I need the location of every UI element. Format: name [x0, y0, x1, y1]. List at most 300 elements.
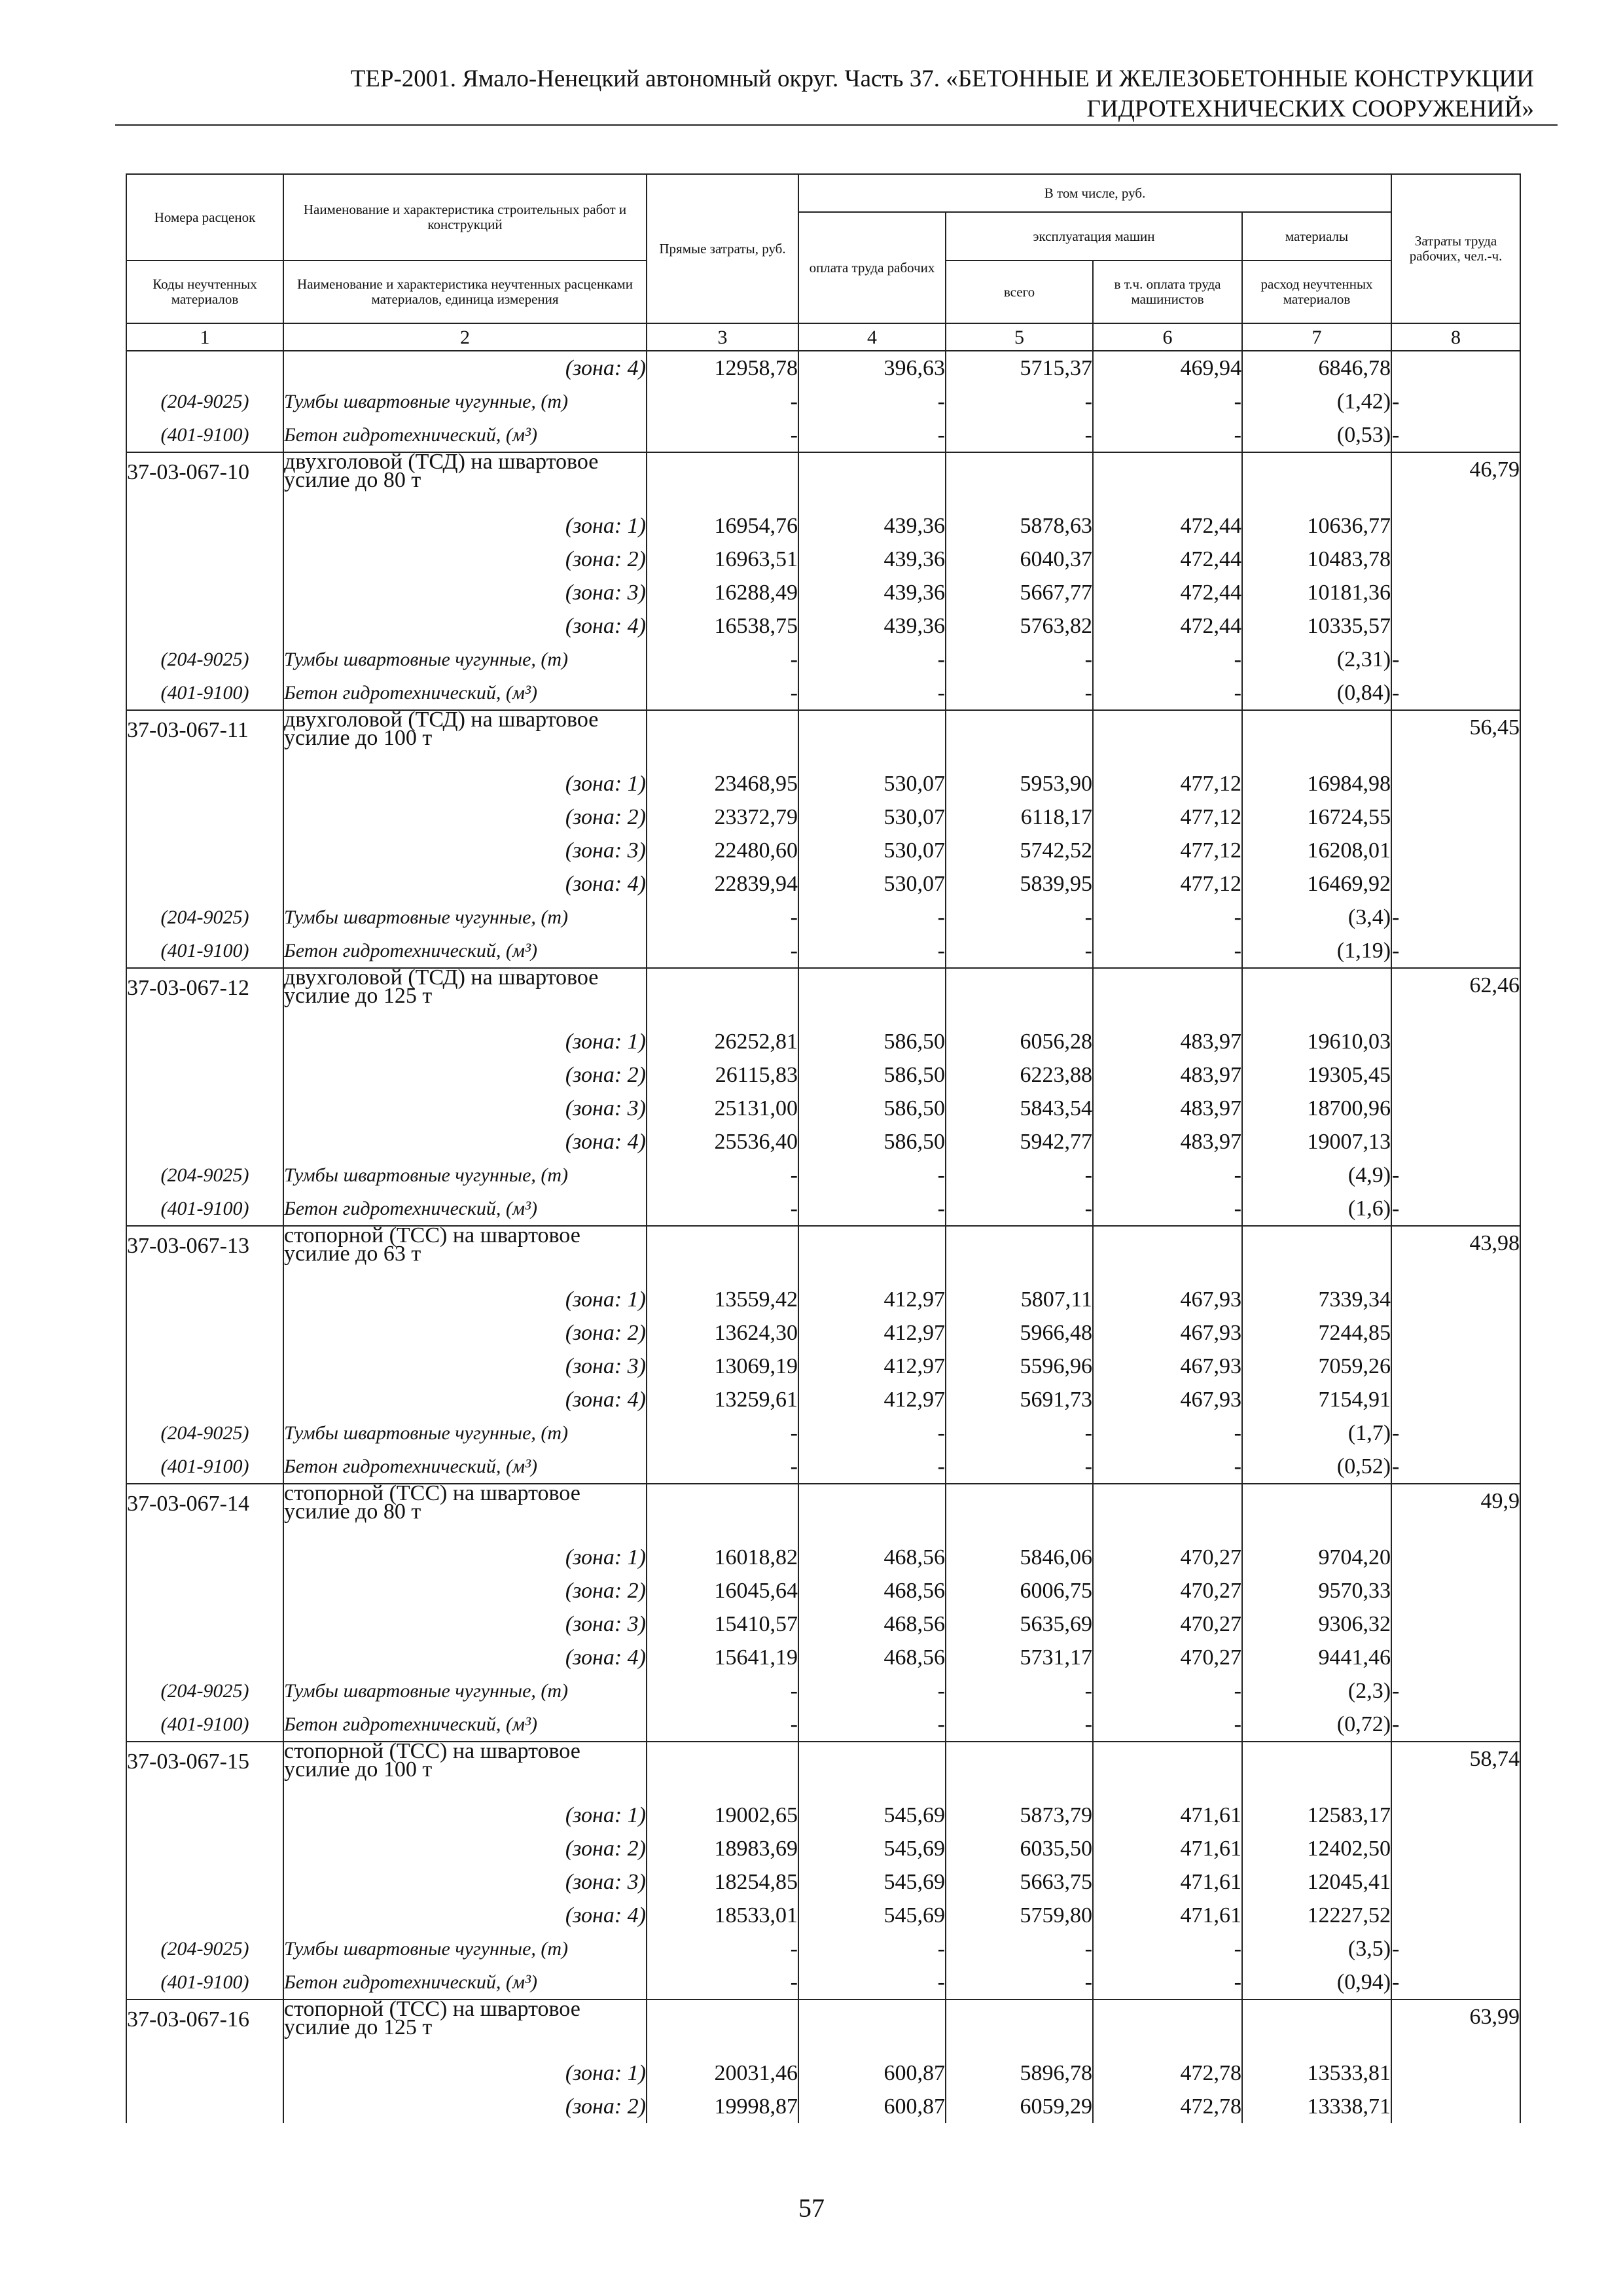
empty-cell: [647, 710, 798, 767]
worker-pay-value: 468,56: [798, 1574, 946, 1607]
machinist-pay-value: 483,97: [1093, 1092, 1242, 1125]
zone-label: (зона: 2): [283, 1574, 647, 1607]
machines-total-value: 5635,69: [946, 1607, 1093, 1641]
materials-value: 7339,34: [1242, 1283, 1391, 1316]
zone-label: (зона: 3): [283, 1092, 647, 1125]
zone-label: (зона: 3): [283, 1607, 647, 1641]
empty-cell: [126, 351, 283, 385]
material-name: Тумбы швартовные чугунные, (т): [283, 1416, 647, 1450]
direct-costs-value: 20031,46: [647, 2056, 798, 2090]
rate-title-row: [126, 968, 1520, 1025]
zone-row: [126, 509, 1520, 543]
empty-cell: [126, 1350, 283, 1383]
direct-costs-value: 15410,57: [647, 1607, 798, 1641]
machinist-pay-value: -: [1093, 1965, 1242, 2000]
rate-code: 37-03-067-13: [126, 1226, 283, 1283]
zone-row: [126, 867, 1520, 901]
labor-value: 49,9: [1391, 1484, 1520, 1541]
zone-label: (зона: 3): [283, 576, 647, 609]
rate-name: двухголовой (ТСД) на швартовое усилие до 125 т: [283, 968, 647, 1025]
zone-row: [126, 1607, 1520, 1641]
machinist-pay-value: -: [1093, 901, 1242, 934]
empty-cell: [126, 1641, 283, 1674]
machines-total-value: -: [946, 385, 1093, 418]
empty-cell: [126, 1574, 283, 1607]
empty-cell: [126, 1541, 283, 1574]
machinist-pay-value: -: [1093, 1674, 1242, 1708]
machines-total-value: 5873,79: [946, 1799, 1093, 1832]
col-number: 7: [1242, 323, 1391, 351]
worker-pay-value: -: [798, 1450, 946, 1484]
zone-label: (зона: 1): [283, 509, 647, 543]
machines-total-value: 5596,96: [946, 1350, 1093, 1383]
direct-costs-value: 25131,00: [647, 1092, 798, 1125]
materials-value: 9704,20: [1242, 1541, 1391, 1574]
machinist-pay-value: -: [1093, 1932, 1242, 1965]
direct-costs-value: 16963,51: [647, 543, 798, 576]
materials-value: 16724,55: [1242, 800, 1391, 834]
worker-pay-value: 600,87: [798, 2090, 946, 2123]
machinist-pay-value: -: [1093, 1158, 1242, 1192]
empty-cell: [798, 452, 946, 509]
running-header-line2: ГИДРОТЕХНИЧЕСКИХ СООРУЖЕНИЙ»: [1086, 96, 1534, 122]
zone-label: (зона: 1): [283, 767, 647, 800]
col-number: 3: [647, 323, 798, 351]
empty-cell: [126, 834, 283, 867]
material-row: [126, 901, 1520, 934]
worker-pay-value: 545,69: [798, 1832, 946, 1865]
machines-total-value: 5759,80: [946, 1899, 1093, 1932]
labor-dash: -: [1391, 1450, 1520, 1484]
direct-costs-value: 16018,82: [647, 1541, 798, 1574]
labor-value: 58,74: [1391, 1742, 1520, 1799]
material-code: (401-9100): [126, 1450, 283, 1484]
empty-cell: [1391, 1058, 1520, 1092]
empty-cell: [1391, 834, 1520, 867]
direct-costs-value: 25536,40: [647, 1125, 798, 1158]
material-code: (204-9025): [126, 901, 283, 934]
machines-total-value: 5715,37: [946, 351, 1093, 385]
machinist-pay-value: -: [1093, 418, 1242, 452]
worker-pay-value: 468,56: [798, 1607, 946, 1641]
direct-costs-value: -: [647, 1416, 798, 1450]
zone-label: (зона: 2): [283, 543, 647, 576]
materials-value: 9441,46: [1242, 1641, 1391, 1674]
empty-cell: [126, 576, 283, 609]
machinist-pay-value: -: [1093, 1450, 1242, 1484]
machines-total-value: 6059,29: [946, 2090, 1093, 2123]
machines-total-value: -: [946, 1674, 1093, 1708]
col-number: 5: [946, 323, 1093, 351]
rate-title-row: [126, 2000, 1520, 2056]
rates-table: [126, 173, 1521, 2123]
labor-dash: -: [1391, 1932, 1520, 1965]
machines-total-value: 5846,06: [946, 1541, 1093, 1574]
direct-costs-value: 16288,49: [647, 576, 798, 609]
zone-row: [126, 800, 1520, 834]
zone-label: (зона: 4): [283, 1899, 647, 1932]
machinist-pay-value: -: [1093, 643, 1242, 676]
worker-pay-value: 439,36: [798, 509, 946, 543]
zone-row: [126, 543, 1520, 576]
empty-cell: [126, 509, 283, 543]
zone-row: [126, 1899, 1520, 1932]
zone-label: (зона: 2): [283, 2090, 647, 2123]
materials-value: 12227,52: [1242, 1899, 1391, 1932]
worker-pay-value: -: [798, 385, 946, 418]
empty-cell: [1093, 1742, 1242, 1799]
machinist-pay-value: 467,93: [1093, 1316, 1242, 1350]
worker-pay-value: -: [798, 643, 946, 676]
machinist-pay-value: 477,12: [1093, 834, 1242, 867]
worker-pay-value: 545,69: [798, 1865, 946, 1899]
materials-value: 12402,50: [1242, 1832, 1391, 1865]
worker-pay-value: 545,69: [798, 1899, 946, 1932]
machinist-pay-value: 467,93: [1093, 1383, 1242, 1416]
labor-dash: -: [1391, 1192, 1520, 1226]
empty-cell: [1391, 1865, 1520, 1899]
machines-total-value: -: [946, 418, 1093, 452]
empty-cell: [1242, 452, 1391, 509]
header-machines-total: всего: [946, 260, 1093, 323]
materials-value: 12583,17: [1242, 1799, 1391, 1832]
labor-value: 46,79: [1391, 452, 1520, 509]
empty-cell: [1391, 2056, 1520, 2090]
zone-label: (зона: 1): [283, 1541, 647, 1574]
worker-pay-value: 468,56: [798, 1641, 946, 1674]
machinist-pay-value: -: [1093, 1708, 1242, 1742]
zone-label: (зона: 1): [283, 1283, 647, 1316]
col-number: 8: [1391, 323, 1520, 351]
zone-row: [126, 1832, 1520, 1865]
table-body: [126, 351, 1520, 2123]
material-name: Бетон гидротехнический, (м³): [283, 1450, 647, 1484]
labor-dash: -: [1391, 1416, 1520, 1450]
material-row: [126, 385, 1520, 418]
empty-cell: [1242, 1226, 1391, 1283]
materials-value: (1,42): [1242, 385, 1391, 418]
machines-total-value: 5966,48: [946, 1316, 1093, 1350]
machines-total-value: 5896,78: [946, 2056, 1093, 2090]
empty-cell: [126, 1058, 283, 1092]
zone-row: [126, 1350, 1520, 1383]
machinist-pay-value: 469,94: [1093, 351, 1242, 385]
empty-cell: [798, 710, 946, 767]
header-worker-pay: оплата труда рабочих: [798, 212, 946, 323]
machinist-pay-value: 471,61: [1093, 1865, 1242, 1899]
empty-cell: [798, 2000, 946, 2056]
machines-total-value: 6006,75: [946, 1574, 1093, 1607]
zone-row: [126, 1283, 1520, 1316]
header-machinist-pay: в т.ч. оплата труда машинистов: [1093, 260, 1242, 323]
direct-costs-value: 12958,78: [647, 351, 798, 385]
empty-cell: [647, 968, 798, 1025]
zone-label: (зона: 3): [283, 1865, 647, 1899]
labor-value: 43,98: [1391, 1226, 1520, 1283]
worker-pay-value: 545,69: [798, 1799, 946, 1832]
material-row: [126, 676, 1520, 710]
header-unaccounted-materials: расход неучтенных материалов: [1242, 260, 1391, 323]
machinist-pay-value: 477,12: [1093, 767, 1242, 800]
direct-costs-value: 16954,76: [647, 509, 798, 543]
machines-total-value: -: [946, 934, 1093, 968]
machines-total-value: -: [946, 676, 1093, 710]
zone-label: (зона: 3): [283, 1350, 647, 1383]
zone-row: [126, 1799, 1520, 1832]
worker-pay-value: 439,36: [798, 543, 946, 576]
empty-cell: [126, 1316, 283, 1350]
empty-cell: [126, 543, 283, 576]
empty-cell: [946, 2000, 1093, 2056]
header-machines: эксплуатация машин: [946, 212, 1242, 260]
material-code: (401-9100): [126, 418, 283, 452]
machines-total-value: 5878,63: [946, 509, 1093, 543]
rate-name: стопорной (ТСС) на швартовое усилие до 125 т: [283, 2000, 647, 2056]
zone-row: [126, 1383, 1520, 1416]
zone-label: (зона: 2): [283, 1316, 647, 1350]
machines-total-value: -: [946, 643, 1093, 676]
empty-cell: [1391, 1125, 1520, 1158]
empty-cell: [1391, 767, 1520, 800]
worker-pay-value: 530,07: [798, 867, 946, 901]
direct-costs-value: 13259,61: [647, 1383, 798, 1416]
machinist-pay-value: 472,44: [1093, 609, 1242, 643]
empty-cell: [1242, 1484, 1391, 1541]
machines-total-value: 5667,77: [946, 576, 1093, 609]
zone-row: [126, 834, 1520, 867]
machines-total-value: -: [946, 1158, 1093, 1192]
machinist-pay-value: 470,27: [1093, 1541, 1242, 1574]
machinist-pay-value: 483,97: [1093, 1125, 1242, 1158]
material-name: Бетон гидротехнический, (м³): [283, 1708, 647, 1742]
material-row: [126, 1158, 1520, 1192]
zone-label: (зона: 1): [283, 1025, 647, 1058]
empty-cell: [126, 2090, 283, 2123]
material-name: Тумбы швартовные чугунные, (т): [283, 385, 647, 418]
machinist-pay-value: 467,93: [1093, 1350, 1242, 1383]
machinist-pay-value: 470,27: [1093, 1641, 1242, 1674]
empty-cell: [126, 767, 283, 800]
empty-cell: [126, 1283, 283, 1316]
worker-pay-value: 586,50: [798, 1025, 946, 1058]
direct-costs-value: -: [647, 385, 798, 418]
empty-cell: [126, 867, 283, 901]
materials-value: 7244,85: [1242, 1316, 1391, 1350]
empty-cell: [647, 2000, 798, 2056]
machines-total-value: -: [946, 901, 1093, 934]
material-row: [126, 934, 1520, 968]
direct-costs-value: -: [647, 1158, 798, 1192]
worker-pay-value: 530,07: [798, 767, 946, 800]
empty-cell: [1391, 1832, 1520, 1865]
rate-title-row: [126, 452, 1520, 509]
machines-total-value: 5731,17: [946, 1641, 1093, 1674]
material-row: [126, 1450, 1520, 1484]
col-number: 6: [1093, 323, 1242, 351]
zone-label: (зона: 2): [283, 800, 647, 834]
machinist-pay-value: 470,27: [1093, 1607, 1242, 1641]
zone-label: (зона: 4): [283, 1641, 647, 1674]
materials-value: 9306,32: [1242, 1607, 1391, 1641]
empty-cell: [126, 1125, 283, 1158]
material-code: (204-9025): [126, 1416, 283, 1450]
machinist-pay-value: -: [1093, 676, 1242, 710]
empty-cell: [647, 1484, 798, 1541]
rate-name: двухголовой (ТСД) на швартовое усилие до 100 т: [283, 710, 647, 767]
header-work-name: Наименование и характеристика строительных работ и конструкций: [283, 174, 647, 260]
worker-pay-value: -: [798, 1708, 946, 1742]
rate-name: стопорной (ТСС) на швартовое усилие до 63 т: [283, 1226, 647, 1283]
header-direct-costs: Прямые затраты, руб.: [647, 174, 798, 323]
empty-cell: [126, 609, 283, 643]
machines-total-value: -: [946, 1932, 1093, 1965]
empty-cell: [1093, 1226, 1242, 1283]
machines-total-value: 5663,75: [946, 1865, 1093, 1899]
zone-label: (зона: 3): [283, 834, 647, 867]
rate-name: стопорной (ТСС) на швартовое усилие до 80 т: [283, 1484, 647, 1541]
material-name: Бетон гидротехнический, (м³): [283, 418, 647, 452]
materials-value: 9570,33: [1242, 1574, 1391, 1607]
direct-costs-value: -: [647, 643, 798, 676]
worker-pay-value: 439,36: [798, 576, 946, 609]
machines-total-value: 6223,88: [946, 1058, 1093, 1092]
empty-cell: [126, 1799, 283, 1832]
rate-code: 37-03-067-14: [126, 1484, 283, 1541]
worker-pay-value: -: [798, 901, 946, 934]
materials-value: (0,72): [1242, 1708, 1391, 1742]
zone-row: [126, 576, 1520, 609]
machines-total-value: 5763,82: [946, 609, 1093, 643]
direct-costs-value: 16045,64: [647, 1574, 798, 1607]
machines-total-value: 5807,11: [946, 1283, 1093, 1316]
machines-total-value: 5953,90: [946, 767, 1093, 800]
zone-label: (зона: 2): [283, 1832, 647, 1865]
empty-cell: [1242, 968, 1391, 1025]
empty-cell: [946, 1226, 1093, 1283]
zone-row: [126, 1025, 1520, 1058]
materials-value: 13338,71: [1242, 2090, 1391, 2123]
empty-cell: [126, 1383, 283, 1416]
empty-cell: [1391, 509, 1520, 543]
machines-total-value: 6040,37: [946, 543, 1093, 576]
empty-cell: [1093, 968, 1242, 1025]
worker-pay-value: 412,97: [798, 1316, 946, 1350]
machinist-pay-value: 483,97: [1093, 1058, 1242, 1092]
machines-total-value: 5942,77: [946, 1125, 1093, 1158]
empty-cell: [126, 1092, 283, 1125]
empty-cell: [798, 1226, 946, 1283]
material-name: Бетон гидротехнический, (м³): [283, 676, 647, 710]
worker-pay-value: -: [798, 1965, 946, 2000]
materials-value: 19610,03: [1242, 1025, 1391, 1058]
empty-cell: [1391, 2090, 1520, 2123]
machines-total-value: -: [946, 1450, 1093, 1484]
zone-row: [126, 1125, 1520, 1158]
col-number: 1: [126, 323, 283, 351]
zone-row: [126, 767, 1520, 800]
materials-value: 19305,45: [1242, 1058, 1391, 1092]
machines-total-value: -: [946, 1965, 1093, 2000]
empty-cell: [1391, 1383, 1520, 1416]
direct-costs-value: 26252,81: [647, 1025, 798, 1058]
header-including: В том числе, руб.: [798, 174, 1391, 212]
zone-label: (зона: 4): [283, 351, 647, 385]
rate-title-row: [126, 1742, 1520, 1799]
empty-cell: [647, 1742, 798, 1799]
worker-pay-value: 396,63: [798, 351, 946, 385]
worker-pay-value: 412,97: [798, 1383, 946, 1416]
rate-code: 37-03-067-11: [126, 710, 283, 767]
machinist-pay-value: 477,12: [1093, 800, 1242, 834]
worker-pay-value: 468,56: [798, 1541, 946, 1574]
header-labor-costs: Затраты труда рабочих, чел.-ч.: [1391, 174, 1520, 323]
empty-cell: [946, 452, 1093, 509]
empty-cell: [647, 1226, 798, 1283]
empty-cell: [1242, 710, 1391, 767]
material-code: (204-9025): [126, 1674, 283, 1708]
materials-value: (1,6): [1242, 1192, 1391, 1226]
machines-total-value: 6118,17: [946, 800, 1093, 834]
materials-value: 7154,91: [1242, 1383, 1391, 1416]
machinist-pay-value: 477,12: [1093, 867, 1242, 901]
rate-code: 37-03-067-16: [126, 2000, 283, 2056]
empty-cell: [1391, 1607, 1520, 1641]
zone-row: [126, 2090, 1520, 2123]
direct-costs-value: 19998,87: [647, 2090, 798, 2123]
empty-cell: [1391, 543, 1520, 576]
material-row: [126, 1932, 1520, 1965]
machinist-pay-value: 471,61: [1093, 1832, 1242, 1865]
empty-cell: [1391, 609, 1520, 643]
machines-total-value: 5742,52: [946, 834, 1093, 867]
labor-dash: -: [1391, 934, 1520, 968]
zone-label: (зона: 4): [283, 1125, 647, 1158]
machinist-pay-value: -: [1093, 1416, 1242, 1450]
empty-cell: [946, 1742, 1093, 1799]
empty-cell: [1391, 576, 1520, 609]
direct-costs-value: 18254,85: [647, 1865, 798, 1899]
empty-cell: [1391, 867, 1520, 901]
labor-dash: -: [1391, 1708, 1520, 1742]
material-name: Тумбы швартовные чугунные, (т): [283, 901, 647, 934]
zone-label: (зона: 4): [283, 609, 647, 643]
machines-total-value: -: [946, 1192, 1093, 1226]
labor-value: 56,45: [1391, 710, 1520, 767]
empty-cell: [946, 710, 1093, 767]
empty-cell: [1093, 710, 1242, 767]
empty-cell: [1391, 1899, 1520, 1932]
materials-value: 7059,26: [1242, 1350, 1391, 1383]
labor-value: 63,99: [1391, 2000, 1520, 2056]
empty-cell: [1391, 1316, 1520, 1350]
machines-total-value: 5691,73: [946, 1383, 1093, 1416]
materials-value: 16984,98: [1242, 767, 1391, 800]
direct-costs-value: -: [647, 676, 798, 710]
material-row: [126, 1192, 1520, 1226]
material-code: (401-9100): [126, 1965, 283, 2000]
material-name: Бетон гидротехнический, (м³): [283, 1192, 647, 1226]
rate-code: 37-03-067-10: [126, 452, 283, 509]
materials-value: (1,19): [1242, 934, 1391, 968]
direct-costs-value: 16538,75: [647, 609, 798, 643]
worker-pay-value: 586,50: [798, 1092, 946, 1125]
labor-dash: -: [1391, 1674, 1520, 1708]
header-rate-numbers: Номера расценок: [126, 174, 283, 260]
empty-cell: [1093, 2000, 1242, 2056]
material-row: [126, 1674, 1520, 1708]
zone-row: [126, 1641, 1520, 1674]
direct-costs-value: 13559,42: [647, 1283, 798, 1316]
